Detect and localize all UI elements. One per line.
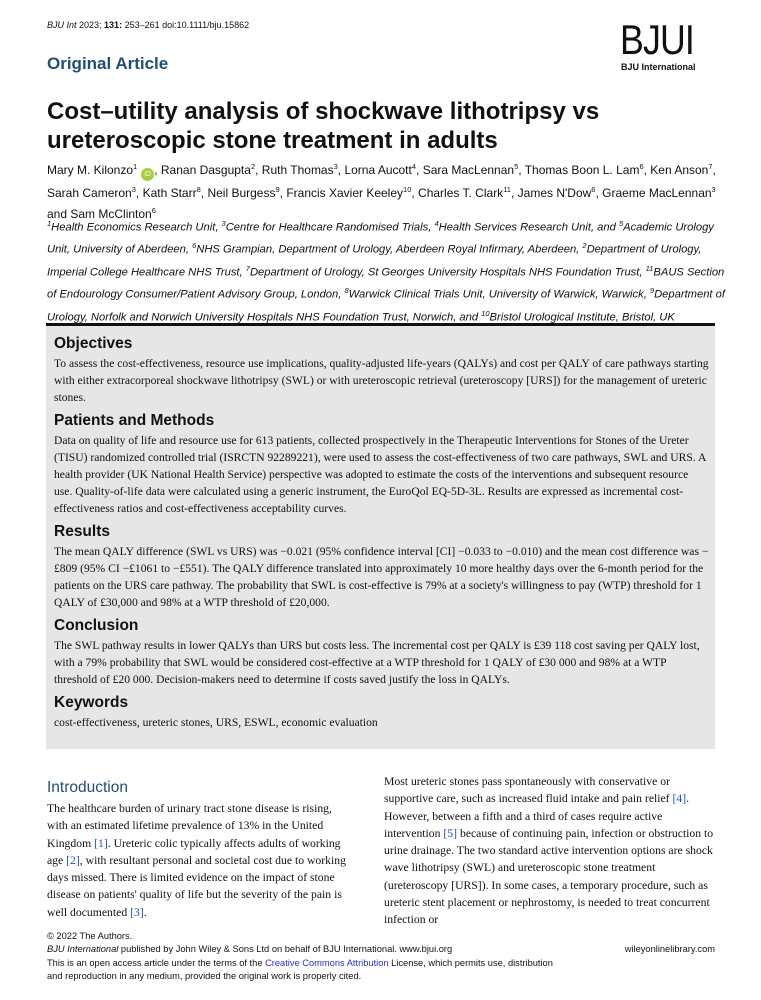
citation-link[interactable]: [5] — [443, 826, 458, 840]
author-affiliation-number: 5 — [514, 162, 519, 171]
copyright: © 2022 The Authors. — [47, 931, 133, 941]
abstract-box — [46, 323, 715, 749]
author-affiliation-number: 8 — [196, 185, 201, 194]
author: Lorna Aucott — [344, 163, 412, 177]
author-affiliation-number: 3 — [131, 185, 136, 194]
author: Kath Starr — [142, 186, 197, 200]
license-text-end: License, which permits use, distribution and reproduction in any medium, provided the original work is properly cited. — [47, 957, 553, 981]
affiliation: BAUS Section of Endourology Consumer/Patient Advisory Group, London, — [47, 266, 725, 302]
year: 2023; — [76, 20, 105, 30]
paragraph-text: Most ureteric stones pass spontaneously with conservative or supportive care, such as increased fluid intake and pain relief — [384, 775, 673, 806]
paragraph-text: because of continuing pain, infection or obstruction to urine drainage. The two standard active intervention options are shock wave lithotripsy (SWL) and ureteroscopic stone treatment (ureteroscopy [URS]). In some cases, a temporary procedure, such as ureteric stent placement or nephrostomy, is needed to treat concurrent infection or — [384, 826, 714, 927]
citation-link[interactable]: [4] — [672, 792, 687, 806]
intro-paragraph — [47, 800, 353, 921]
affiliation: Academic Urology Unit, University of Aberdeen, — [47, 221, 714, 257]
affiliation-number: 7 — [245, 263, 250, 273]
conclusion-text: The SWL pathway results in lower QALYs than URS but costs less. The incremental cost per QALY is £39 118 cost saving per QALY lost, with a 79% probability that SWL would be considered cost-effective at a WTP threshold for 1 QALY of £30 000 and 98% at a WTP threshold of £20 000. Decision-makers need to determine if costs saved justify the loss in QALYs. — [54, 639, 700, 686]
results-heading: Results — [54, 523, 110, 540]
methods-heading: Patients and Methods — [54, 412, 215, 429]
affiliation-number: 11 — [645, 263, 654, 273]
author: Charles T. Clark — [418, 186, 504, 200]
author-affiliation-number: 3 — [711, 185, 716, 194]
affiliation-number: 10 — [481, 308, 490, 318]
volume: 131: — [104, 20, 123, 30]
affiliation-number: 2 — [582, 241, 587, 251]
affiliation: Health Economics Research Unit, — [51, 221, 222, 234]
author-affiliation-number: 4 — [411, 162, 417, 171]
conclusion-heading: Conclusion — [54, 617, 139, 634]
results-text: The mean QALY difference (SWL vs URS) was −0.021 (95% confidence interval [CI] −0.033 to −0.010) and the mean cost difference was −£809 (95% CI −£1061 to −£551). The QALY difference translated into approximately 10 more healthy days over the 6-month period for the patients on the URS care pathway. The probability that SWL is cost-effective is 79% at a society's willingness to pay (WTP) threshold for 1 QALY of £30,000 and 98% at a WTP threshold of £20,000. — [54, 545, 709, 609]
affiliations — [47, 215, 727, 327]
publisher-info: published by John Wiley & Sons Ltd on behalf of BJU International. www.bjui.org — [118, 944, 453, 955]
author: Graeme MacLennan — [602, 186, 712, 200]
affiliation-number: 1 — [47, 219, 52, 228]
license-text: This is an open access article under the terms of the — [47, 957, 266, 968]
affiliation: Department of Urology, Imperial College Healthcare NHS Trust, — [47, 244, 702, 279]
wiley-site-link[interactable]: wileyonlinelibrary.com — [624, 944, 715, 954]
author-affiliation-number: 11 — [503, 185, 511, 194]
author: Sam McClinton — [70, 207, 152, 221]
author: Mary M. Kilonzo — [47, 163, 134, 177]
author-affiliation-number: 6 — [151, 206, 156, 215]
affiliation: Department of Urology, Norfolk and Norwich University Hospitals NHS Foundation Trust, Norwich, and — [47, 289, 725, 324]
intro-left-column — [47, 778, 353, 921]
affiliation: Health Services Research Unit, and — [438, 221, 619, 234]
author: Ken Anson — [650, 163, 709, 177]
author: Ranan Dasgupta — [160, 163, 251, 177]
objectives-heading: Objectives — [54, 335, 133, 352]
affiliation: Warwick Clinical Trials Unit, University of Warwick, Warwick, — [348, 289, 650, 302]
pages-doi: 253–261 doi:10.1111/bju.15862 — [122, 20, 250, 30]
author: Thomas Boon L. Lam — [524, 163, 640, 177]
paragraph-text: . Ureteric colic typically affects adults of working age — [47, 836, 341, 867]
journal-name: BJU Int — [47, 20, 77, 30]
author-affiliation-number: 7 — [708, 162, 713, 171]
author: James N'Dow — [517, 186, 592, 200]
paragraph-text: . — [143, 905, 147, 919]
logo-subtitle: BJU International — [621, 62, 696, 72]
keywords-text: cost-effectiveness, ureteric stones, URS, ESWL, economic evaluation — [54, 716, 378, 729]
author-affiliation-number: 6 — [639, 162, 644, 171]
affiliation-number: 9 — [649, 286, 655, 296]
author-affiliation-number: 1 — [133, 162, 138, 171]
affiliation-number: 4 — [434, 219, 439, 228]
page-footer — [47, 930, 715, 983]
orcid-icon[interactable]: iD — [141, 168, 154, 181]
citation-link[interactable]: [1] — [94, 836, 108, 850]
publisher-journal: BJU International — [47, 944, 119, 955]
license-link[interactable]: Creative Commons Attribution — [265, 957, 389, 968]
paragraph-text: The healthcare burden of urinary tract stone disease is rising, with an estimated lifetime prevalence of 13% in the United Kingdom — [47, 802, 332, 850]
paragraph-text: . However, between a fifth and a third of cases require active intervention — [384, 792, 690, 840]
author: Sara MacLennan — [422, 163, 515, 177]
author-affiliation-number: 3 — [333, 162, 338, 171]
article-title: Cost–utility analysis of shockwave lithotripsy vs ureteroscopic stone treatment in adults — [47, 98, 600, 154]
affiliation: Department of Urology, St Georges University Hospitals NHS Foundation Trust, — [249, 266, 646, 279]
journal-logo — [620, 16, 707, 72]
author: Ruth Thomas — [261, 163, 334, 177]
keywords-heading: Keywords — [54, 694, 129, 711]
author-affiliation-number: 2 — [250, 162, 256, 171]
methods-text: Data on quality of life and resource use for 613 patients, collected prospectively in the Therapeutic Interventions for Stones of the Ureter (TISU) randomized controlled trial (ISRCTN 92289221), were used to assess the cost-effectiveness of two care pathways, SWL and URS. A health provider (UK National Health Service) perspective was adopted to estimate the costs of the interventions and subsequent resource use. Quality-of-life data were calculated using a generic instrument, the EuroQol EQ-5D-3L. Results are expressed as incremental cost-effectiveness ratios and cost-effectiveness acceptability curves. — [54, 434, 706, 515]
intro-heading: Introduction — [47, 779, 128, 796]
affiliation: Centre for Healthcare Randomised Trials, — [225, 221, 435, 234]
intro-paragraph-continued — [384, 773, 714, 929]
logo-text: BJUI — [620, 16, 694, 63]
author: Neil Burgess — [207, 186, 276, 200]
author-list: Mary M. Kilonzo$^1$iD , Ranan Dasgupta$^2$, Ruth Thomas$^3$, Lorna Aucott$^4$, Sara MacLennan$^5$, Thomas Boon L. Lam$^6$, Ken Anson$^7$, Sarah Cameron$^3$, Kath Starr$^8$, Neil Burgess$^9$, Francis Xavier Keeley$^{10}$, Charles T. Clark$^{11}$, James N'Dow$^6$, Graeme MacLennan$^3$ and Sam McClinton$^6$ — [47, 162, 716, 221]
citation — [47, 20, 249, 30]
affiliation: NHS Grampian, Department of Urology, Aberdeen Royal Infirmary, Aberdeen, — [196, 244, 583, 257]
objectives-text: To assess the cost-effectiveness, resource use implications, quality-adjusted life-years (QALYs) and cost per QALY of care pathways starting with either extracorporeal shockwave lithotripsy (SWL) or with ureteroscopic retrieval (ureteroscopy [URS]) for the management of ureteric stones. — [54, 357, 709, 404]
affiliation-number: 8 — [344, 286, 349, 296]
citation-link[interactable]: [2] — [66, 853, 80, 867]
author: Francis Xavier Keeley — [286, 186, 404, 200]
intro-right-column — [384, 773, 714, 929]
affiliation-number: 6 — [192, 241, 197, 251]
author-affiliation-number: 9 — [275, 185, 280, 194]
affiliation: Bristol Urological Institute, Bristol, UK — [489, 311, 675, 324]
affiliation-number: 3 — [221, 219, 226, 228]
author-affiliation-number: 10 — [403, 185, 412, 194]
author: Sarah Cameron — [47, 186, 132, 200]
paragraph-text: , with resultant personal and societal cost due to working days missed. There is limited evidence on the impact of stone disease on patients' quality of life but the severity of the pain is well documented — [47, 853, 346, 919]
affiliation-number: 5 — [618, 219, 624, 228]
author-affiliation-number: 6 — [591, 185, 596, 194]
citation-link[interactable]: [3] — [130, 905, 144, 919]
article-type: Original Article — [47, 54, 169, 73]
